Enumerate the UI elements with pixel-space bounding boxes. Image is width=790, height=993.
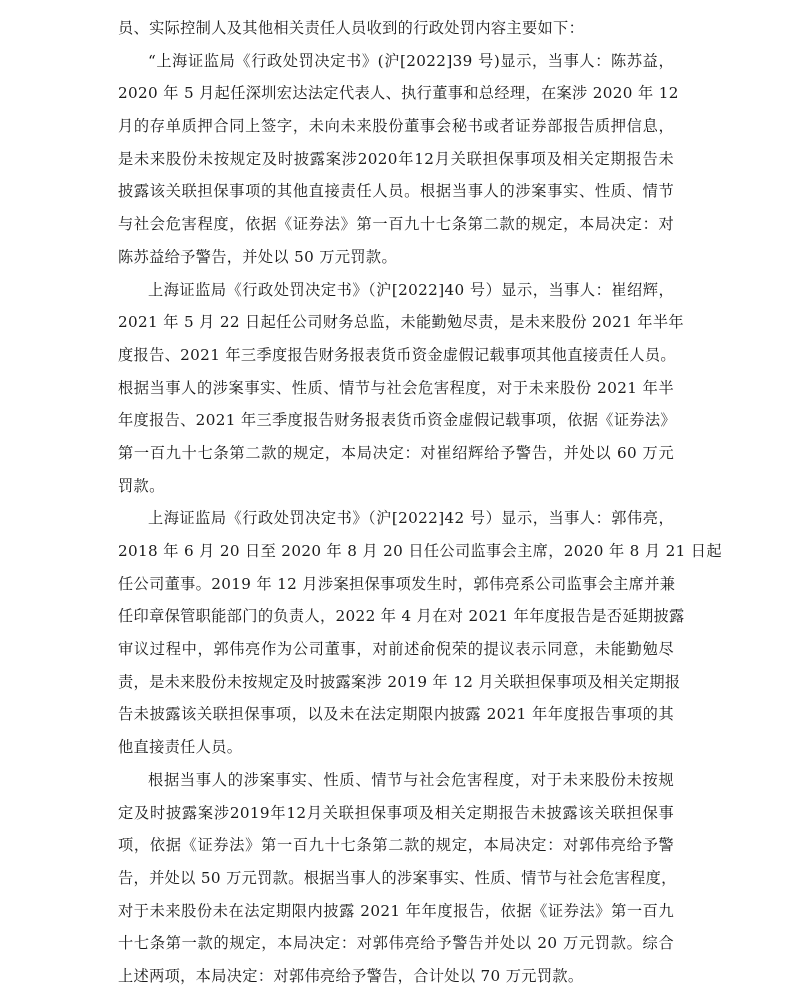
text-line: 根据当事人的涉案事实、性质、情节与社会危害程度，对于未来股份 2021 年半 — [118, 378, 674, 397]
text-line: 员、实际控制人及其他相关责任人员收到的行政处罚内容主要如下： — [118, 19, 585, 37]
text-line: 上海证监局《行政处罚决定书》（沪[2022]42 号）显示，当事人：郭伟亮， — [148, 509, 674, 528]
text-line: 根据当事人的涉案事实、性质、情节与社会危害程度，对于未来股份未按规 — [148, 770, 674, 789]
text-line: 责，是未来股份未按规定及时披露案涉 2019 年 12 月关联担保事项及相关定期报 — [118, 672, 681, 691]
paragraph-penalty-chen-suyi — [118, 45, 679, 274]
text-line: 陈苏益给予警告，并处以 50 万元罚款。 — [118, 247, 397, 266]
text-line: 项，依据《证券法》第一百九十七条第二款的规定，本局决定：对郭伟亮给予警 — [118, 836, 674, 855]
text-line: 与社会危害程度，依据《证券法》第一百九十七条第二款的规定，本局决定：对 — [118, 215, 674, 234]
text-line: 任印章保管职能部门的负责人，2022 年 4 月在对 2021 年年度报告是否延期披露 — [118, 607, 685, 626]
text-line: 披露该关联担保事项的其他直接责任人员。根据当事人的涉案事实、性质、情节 — [118, 182, 674, 201]
text-line: 2018 年 6 月 20 日至 2020 年 8 月 20 日任公司监事会主席，2020 年 8 月 21 日起 — [118, 542, 722, 560]
text-line: 2020 年 5 月起任深圳宏达法定代表人、执行董事和总经理，在案涉 2020 年 12 — [118, 84, 679, 103]
document-page — [118, 12, 722, 993]
text-line: 第一百九十七条第二款的规定，本局决定：对崔绍辉给予警告，并处以 60 万元 — [118, 443, 674, 462]
text-line: 任公司董事。2019 年 12 月涉案担保事项发生时，郭伟亮系公司监事会主席并兼 — [118, 574, 676, 593]
text-line: 是未来股份未按规定及时披露案涉2020年12月关联担保事项及相关定期报告未 — [118, 149, 674, 168]
text-line: 度报告、2021 年三季度报告财务报表货币资金虚假记载事项其他直接责任人员。 — [118, 345, 676, 364]
text-line: “上海证监局《行政处罚决定书》(沪[2022]39 号)显示，当事人：陈苏益， — [148, 51, 674, 70]
text-line: 月的存单质押合同上签字，未向未来股份董事会秘书或者证券部报告质押信息， — [118, 117, 674, 136]
paragraph-penalty-cui-shaohui — [118, 274, 684, 503]
text-line: 上海证监局《行政处罚决定书》（沪[2022]40 号）显示，当事人：崔绍辉， — [148, 280, 674, 299]
text-line: 上述两项，本局决定：对郭伟亮给予警告，合计处以 70 万元罚款。 — [118, 966, 584, 985]
text-line: 年度报告、2021 年三季度报告财务报表货币资金虚假记载事项，依据《证券法》 — [118, 411, 676, 430]
text-line: 罚款。 — [118, 476, 165, 495]
text-line: 审议过程中，郭伟亮作为公司董事，对前述俞倪荣的提议表示同意，未能勤勉尽 — [118, 640, 674, 659]
paragraph-penalty-guo-weiliang — [118, 502, 722, 764]
text-line: 他直接责任人员。 — [118, 738, 243, 757]
text-line: 定及时披露案涉2019年12月关联担保事项及相关定期报告未披露该关联担保事 — [118, 803, 674, 822]
text-line: 2021 年 5 月 22 日起任公司财务总监，未能勤勉尽责，是未来股份 2021 年半年 — [118, 313, 684, 332]
text-line: 对于未来股份未在法定期限内披露 2021 年年度报告，依据《证券法》第一百九 — [118, 901, 674, 920]
text-line: 十七条第一款的规定，本局决定：对郭伟亮给予警告并处以 20 万元罚款。综合 — [118, 934, 674, 953]
text-line: 告未披露该关联担保事项，以及未在法定期限内披露 2021 年年度报告事项的其 — [118, 705, 674, 724]
paragraph-intro — [118, 12, 674, 45]
paragraph-guo-weiliang-decision — [118, 764, 677, 993]
text-line: 告，并处以 50 万元罚款。根据当事人的涉案事实、性质、情节与社会危害程度， — [118, 868, 677, 887]
